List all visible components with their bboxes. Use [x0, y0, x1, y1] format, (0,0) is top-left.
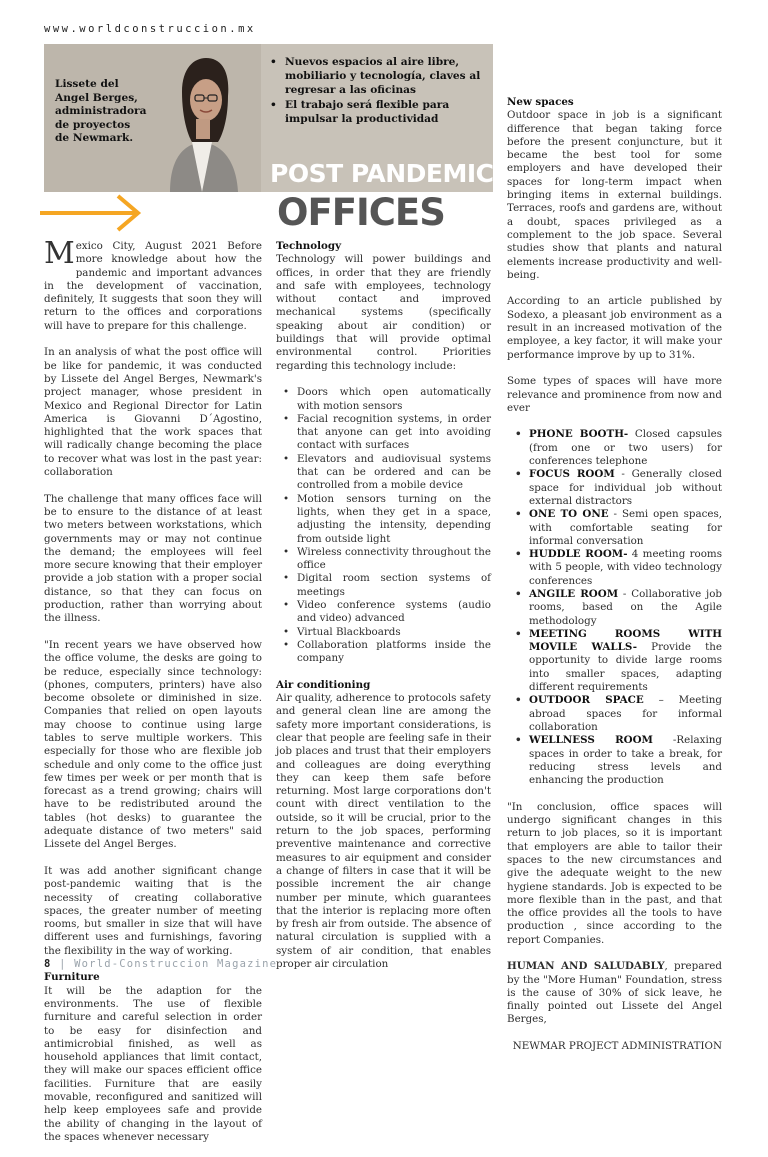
footer-separator: |: [59, 958, 67, 970]
list-item: • Elevators and audiovisual systems that can be ordered and can be controlled from a mobile device: [276, 453, 491, 493]
list-item: • WELLNESS ROOM -Relaxing spaces in order to take a break, for reducing stress levels and enhancing the production: [507, 734, 722, 787]
list-item: • Digital room section systems of meetings: [276, 572, 491, 599]
list-item: • Facial recognition systems, in order that anyone can get into avoiding contact with surfaces: [276, 413, 491, 453]
list-item: • Motion sensors turning on the lights, when they get in a space, adjusting the intensity, depending from outside light: [276, 493, 491, 546]
technology-list: [276, 386, 491, 665]
closing-paragraph: HUMAN AND SALUDABLY, prepared by the "More Human" Foundation, stress is the cause of 30% of sick leave, he finally pointed out Lissete del Angel Berges,: [507, 960, 722, 1026]
list-item: • MEETING ROOMS WITH MOVILE WALLS- Provide the opportunity to divide large rooms into smaller spaces, adapting different requirements: [507, 628, 722, 694]
section-heading-new-spaces: New spaces: [507, 96, 574, 108]
list-item: • Collaboration platforms inside the company: [276, 639, 491, 666]
list-item: • Video conference systems (audio and video) advanced: [276, 599, 491, 626]
list-item: • PHONE BOOTH- Closed capsules (from one or two users) for conferences telephone: [507, 428, 722, 468]
highlight-item: • El trabajo será flexible para impulsar la productividad: [268, 98, 483, 126]
section-heading-furniture: Furniture: [44, 971, 100, 984]
portrait-photo: [152, 50, 252, 192]
arrow-right-icon: [40, 193, 144, 233]
list-item: • OUTDOOR SPACE – Meeting abroad spaces for informal collaboration: [507, 694, 722, 734]
signoff: NEWMAR PROJECT ADMINISTRATION: [512, 1040, 722, 1053]
article-column-3: [507, 96, 722, 1067]
space-types-list: [507, 428, 722, 787]
hero-highlights: [268, 55, 483, 126]
portrait-panel: [44, 44, 261, 192]
paragraph: The challenge that many offices face will be to ensure to the distance of at least two meters between workstations, which governments may or may not continue the demand; the employees will feel more secure knowing that their employer provide a job station with a proper social distance, so that they can focus on production, rather than worrying about the illness.: [44, 492, 262, 625]
section-heading-technology: Technology: [276, 240, 342, 252]
article-column-2: [276, 240, 491, 985]
list-item: • ONE TO ONE - Semi open spaces, with comfortable seating for informal conversation: [507, 508, 722, 548]
paragraph: Technology will power buildings and offices, in order that they are friendly and safe with employees, technology without contact and improved mechanical systems (specifically speaking about air condition) or buildings that will provide optimal environmental control. Priorities regarding this technology include:: [276, 253, 491, 372]
highlight-item: • Nuevos espacios al aire libre, mobiliario y tecnología, claves al regresar a las oficinas: [268, 55, 483, 98]
paragraph: Some types of spaces will have more relevance and prominence from now and ever: [507, 375, 722, 414]
section-heading-air-conditioning: Air conditioning: [276, 678, 371, 691]
list-item: • Doors which open automatically with motion sensors: [276, 386, 491, 413]
list-item: • ANGILE ROOM - Collaborative job rooms, based on the Agile methodology: [507, 588, 722, 628]
list-item: • FOCUS ROOM - Generally closed space for individual job without external distractors: [507, 468, 722, 508]
paragraph: "In conclusion, office spaces will undergo significant changes in this return to job places, so it is important that employers are able to tailor their spaces to the new circumstances and give the adequate weight to the new hygiene standards. Job is expected to be more flexible than in the past, and that the office provides all the tools to have production , since according to the report Companies.: [507, 800, 722, 946]
paragraph: Outdoor space in job is a significant difference that began taking force before the present conjuncture, but it became the best tool for some employers and have developed their spaces for long-term impact when bringing items in external buildings. Terraces, roofs and gardens are, without a doubt, spaces privileged as a complement to the job space. Several studies show that plants and natural elements increase productivity and well-being.: [507, 109, 722, 281]
list-item: • Virtual Blackboards: [276, 626, 491, 639]
drop-cap: M: [44, 236, 75, 271]
paragraph: According to an article published by Sodexo, a pleasant job environment as a result in an increased motivation of the employee, a key factor, it will make your performance improve by up to 31%.: [507, 295, 722, 361]
list-item: • Wireless connectivity throughout the office: [276, 546, 491, 573]
paragraph: It will be the adaption for the environments. The use of flexible furniture and careful selection in order to be easy for disinfection and antimicrobial finished, as well as household appliances that limit contact, they will make our spaces efficient office facilities. Furniture that are easily movable, reconfigured and sanitized will help keep employees safe and provide the ability of changing in the layout of the spaces whenever necessary: [44, 984, 262, 1143]
portrait-caption: Lissete del Angel Berges, administradora de proyectos de Newmark.: [55, 78, 147, 144]
headline-offices: OFFICES: [277, 191, 445, 234]
page-footer: [44, 958, 277, 970]
paragraph: Air quality, adherence to protocols safety and general clean line are among the safety more important considerations, is clear that people are feeling safe in their job places and trust that their employers and colleagues are doing everything they can keep them safe before returning. Most large corporations don't count with direct ventilation to the outside, so it will be crucial, prior to the return to the job spaces, performing preventive maintenance and corrective measures to air equipment and consider a change of filters in case that it will be possible increment the air change number per minute, which guarantees that the interior is replacing more often by fresh air from outside. The absence of natural circulation is supplied with a system of air condition, that enables proper air circulation: [276, 692, 492, 971]
headline-post-pandemic: POST PANDEMIC: [270, 159, 494, 188]
magazine-name: World-Construccion Magazine: [74, 958, 278, 970]
intro-paragraph: Mexico City, August 2021 Before more knowledge about how the pandemic and important advances in the development of vaccination, definitely, It suggests that soon they will return to the offices and corporations will have to prepare for this challenge.: [44, 236, 262, 332]
paragraph: It was add another significant change post-pandemic waiting that is the necessity of creating collaborative spaces, the greater number of meeting rooms, but smaller in size that will have different uses and furnishings, favoring the flexibility in the way of working.: [44, 864, 262, 957]
paragraph: In an analysis of what the post office will be like for pandemic, it was conducted by Lissete del Angel Berges, Newmark's project manager, whose president in Mexico and Regional Director for Latin America is Giovanni D´Agostino, highlighted that the work spaces that will radically change becoming the place to recover what was lost in the past year: collaboration: [44, 346, 262, 479]
site-url: www.worldconstruccion.mx: [44, 23, 256, 35]
article-column-1: [44, 236, 262, 1157]
list-item: • HUDDLE ROOM- 4 meeting rooms with 5 people, with video technology conferences: [507, 548, 722, 588]
paragraph: "In recent years we have observed how the office volume, the desks are going to be reduce, especially since technology: (phones, computers, printers) have also become obsolete or diminished in size. Companies that relied on open layouts may choose to continue using large tables to serve multiple workers. This especially for those who are flexible job schedule and only come to the office just few times per week or per month that is forecast as a trend growing; chairs will have to be redistributed around the tables (hot desks) to guarantee the adequate distance of two meters" said Lissete del Angel Berges.: [44, 638, 262, 851]
page-number: 8: [44, 958, 52, 970]
